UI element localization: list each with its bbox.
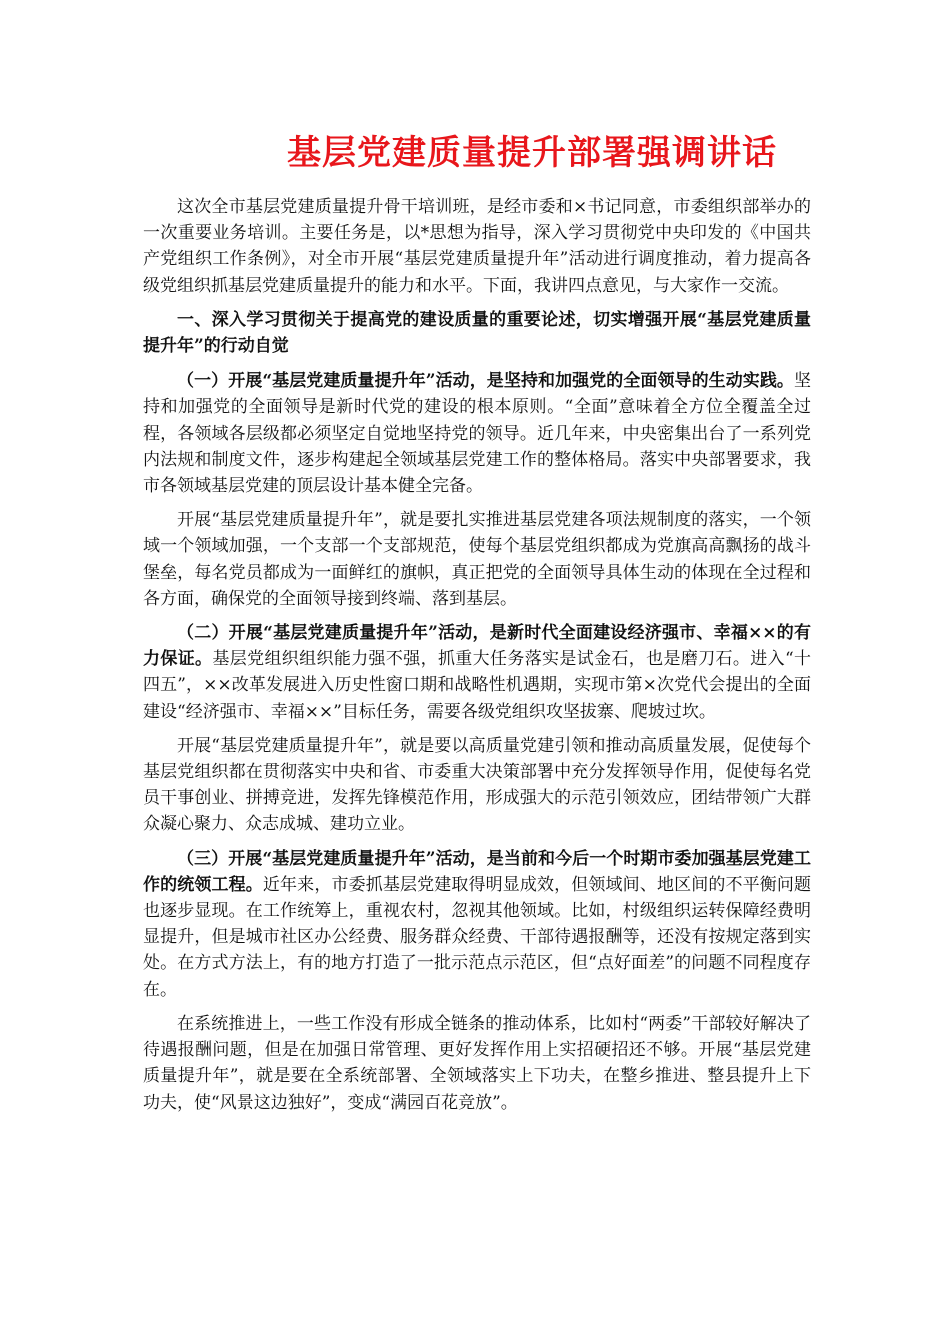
item1-paragraph [143, 368, 811, 499]
intro-paragraph: 这次全市基层党建质量提升骨干培训班，是经市委和×书记同意，市委组织部举办的一次重要业务培训。主要任务是，以*思想为指导，深入学习贯彻党中央印发的《中国共产党组织工作条例》，对全市开展“基层党建质量提升年”活动进行调度推动，着力提高各级党组织抓基层党建质量提升的能力和水平。下面，我讲四点意见，与大家作一交流。 [143, 197, 811, 296]
item2-paragraph [143, 620, 811, 725]
item2-text: 基层党组织组织能力强不强，抓重大任务落实是试金石，也是磨刀石。进入“十四五”，××改革发展进入历史性窗口期和战略性机遇期，实现市第×次党代会提出的全面建设“经济强市、幸福××”目标任务，需要各级党组织攻坚拔寨、爬坡过坎。 [143, 649, 811, 722]
item1-lead: （一）开展“基层党建质量提升年”活动，是坚持和加强党的全面领导的生动实践。 [177, 371, 794, 392]
body-paragraph-2: 开展“基层党建质量提升年”，就是要扎实推进基层党建各项法规制度的落实，一个领域一个领域加强，一个支部一个支部规范，使每个基层党组织都成为党旗高高飘扬的战斗堡垒，每名党员都成为一面鲜红的旗帜，真正把党的全面领导具体生动的体现在全过程和各方面，确保党的全面领导接到终端、落到基层。 [143, 510, 811, 609]
item1-text: 坚持和加强党的全面领导是新时代党的建设的根本原则。“全面”意味着全方位全覆盖全过程，各领域各层级都必须坚定自觉地坚持党的领导。近几年来，中央密集出台了一系列党内法规和制度文件，逐步构建起全领域基层党建工作的整体格局。落实中央部署要求，我市各领域基层党建的顶层设计基本健全完备。 [143, 371, 811, 497]
item3-text: 近年来，市委抓基层党建取得明显成效，但领域间、地区间的不平衡问题也逐步显现。在工作统筹上，重视农村，忽视其他领域。比如，村级组织运转保障经费明显提升，但是城市社区办公经费、服务群众经费、干部待遇报酬等，还没有按规定落到实处。在方式方法上，有的地方打造了一批示范点示范区，但“点好面差”的问题不同程度存在。 [143, 874, 811, 1000]
section-heading: 一、深入学习贯彻关于提高党的建设质量的重要论述，切实增强开展“基层党建质量提升年”的行动自觉 [143, 309, 811, 357]
document-title: 基层党建质量提升部署强调讲话 [287, 133, 777, 173]
item3-lead: （三）开展“基层党建质量提升年”活动，是当前和今后一个时期市委加强基层党建工作的统领工程。 [143, 848, 811, 895]
body-paragraph-4: 在系统推进上，一些工作没有形成全链条的推动体系，比如村“两委”干部较好解决了待遇报酬问题，但是在加强日常管理、更好发挥作用上实招硬招还不够。开展“基层党建质量提升年”，就是要在全系统部署、全领域落实上下功夫，在整乡推进、整县提升上下功夫，使“风景这边独好”，变成“满园百花竞放”。 [143, 1013, 811, 1113]
item3-paragraph [143, 846, 811, 1003]
body-paragraph-3: 开展“基层党建质量提升年”，就是要以高质量党建引领和推动高质量发展，促使每个基层党组织都在贯彻落实中央和省、市委重大决策部署中充分发挥领导作用，促使每名党员干事创业、拼搏竞进，发挥先锋模范作用，形成强大的示范引领效应，团结带领广大群众凝心聚力、众志成城、建功立业。 [143, 735, 811, 835]
document-page [143, 128, 811, 1124]
item2-lead: （二）开展“基层党建质量提升年”活动，是新时代全面建设经济强市、幸福××的有力保证。 [143, 623, 811, 670]
